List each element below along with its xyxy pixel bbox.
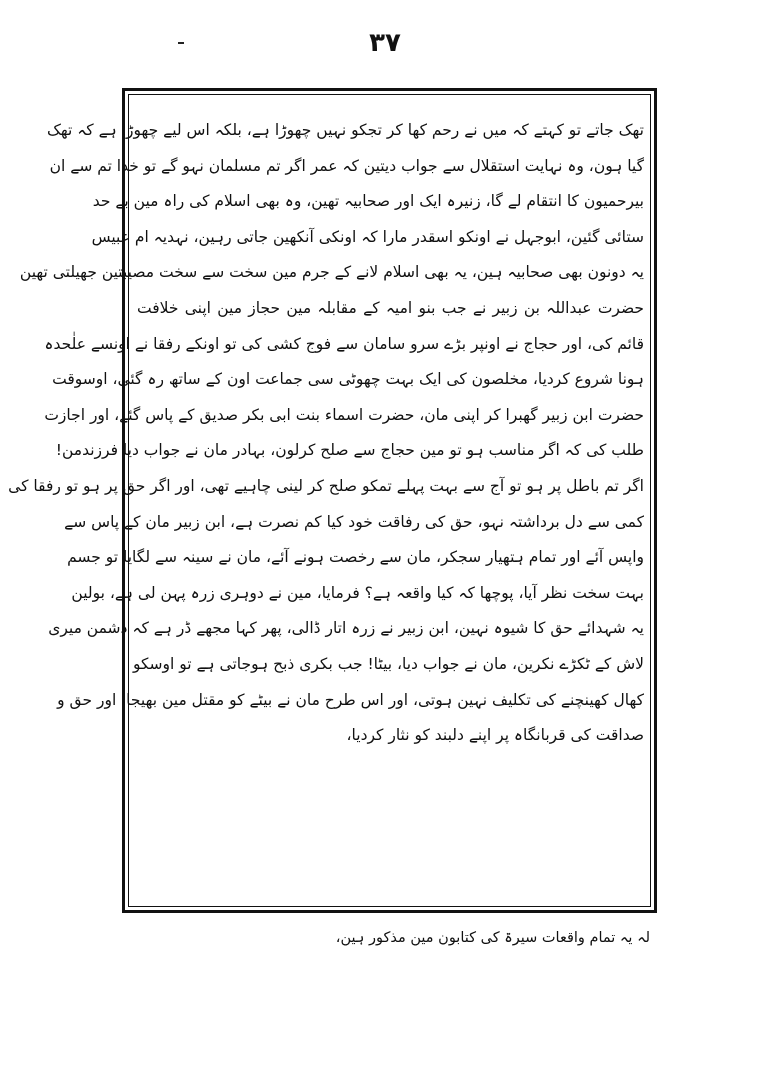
text-line: یہ شہدائے حق کا شیوہ نہین، ابن زبیر نے زرہ اتار ڈالی، پھر کہا مجھے ڈر ہے کہ دشمن میری (48, 619, 644, 638)
text-line: تھک جاتے تو کہتے کہ میں نے رحم کھا کر تجکو نہیں چھوڑا ہے، بلکہ اس لیے چھوڑا ہے کہ تھک (46, 121, 644, 139)
text-line: ستائی گئین، ابوجہل نے اونکو اسقدر مارا کہ اونکی آنکھین جاتی رہین، نہدیہ ام عبیس (91, 227, 644, 246)
text-line: قائم کی، اور حجاج نے اونپر بڑے سرو سامان سے فوج کشی کی تو اونکے رفقا نے اونسے علٰحدہ (44, 334, 644, 353)
text-line: کھال کھینچنے کی تکلیف نہین ہوتی، اور اس طرح مان نے بیٹے کو مقتل مین بھیجا، اور حق و (57, 690, 644, 709)
text-line: بہت سخت نظر آیا، پوچھا کہ کیا واقعہ ہے؟ فرمایا، مین نے دوہری زرہ پہن لی ہے، بولین (71, 583, 644, 602)
text-line: اگر تم باطل پر ہو تو آج سے بہت پہلے تمکو صلح کر لینی چاہیے تھی، اور اگر حق پر ہو تو رفقا کی (8, 476, 644, 495)
text-frame (8, 88, 657, 913)
body-text (8, 113, 644, 754)
text-line: گیا ہون، وہ نہایت استقلال سے جواب دیتین کہ عمر اگر تم مسلمان نہو گے تو خدا تم سے ان (49, 156, 644, 175)
text-line: حضرت عبداللہ بن زبیر نے جب بنو امیہ کے مقابلہ مین حجاز مین اپنی خلافت (137, 298, 644, 317)
text-line: ہونا شروع کردیا، مخلصون کی ایک بہت چھوٹی سی جماعت اون کے ساتھ رہ گئی، اوسوقت (52, 370, 644, 389)
text-line: حضرت ابن زبیر گھبرا کر اپنی مان، حضرت اسماء بنت ابی بکر صدیق کے پاس گئے، اور اجازت (44, 405, 644, 424)
page-number: ۳۷ (369, 28, 401, 58)
text-line: کمی سے دل برداشتہ نہو، حق کی رفاقت خود کیا کم نصرت ہے، ابن زبیر مان کے پاس سے (64, 512, 644, 531)
text-line: بیرحمیون کا انتقام لے گا، زنیرہ ایک اور صحابیہ تھین، وہ بھی اسلام کی راہ مین بے حد (92, 192, 644, 211)
footnote: لہ یہ تمام واقعات سیرۃ کی کتابون مین مذکور ہین، (335, 930, 650, 946)
text-line: واپس آئے اور تمام ہتھیار سجکر، مان سے رخصت ہونے آئے، مان نے سینہ سے لگایا تو جسم (67, 548, 644, 567)
ink-mark (178, 42, 184, 44)
text-line: صداقت کی قربانگاہ پر اپنے دلبند کو نثار کردیا، (346, 726, 644, 745)
text-line: لاش کے ٹکڑے نکرین، مان نے جواب دیا، بیٹا! جب بکری ذبح ہوجاتی ہے تو اوسکو (132, 654, 644, 673)
text-line: طلب کی کہ اگر مناسب ہو تو مین حجاج سے صلح کرلون، بہادر مان نے جواب دیا فرزندمن! (55, 441, 644, 460)
text-line: یہ دونون بھی صحابیہ ہین، یہ بھی اسلام لانے کے جرم مین سخت سے سخت مصیبتین جھیلتی تھین (19, 263, 644, 282)
